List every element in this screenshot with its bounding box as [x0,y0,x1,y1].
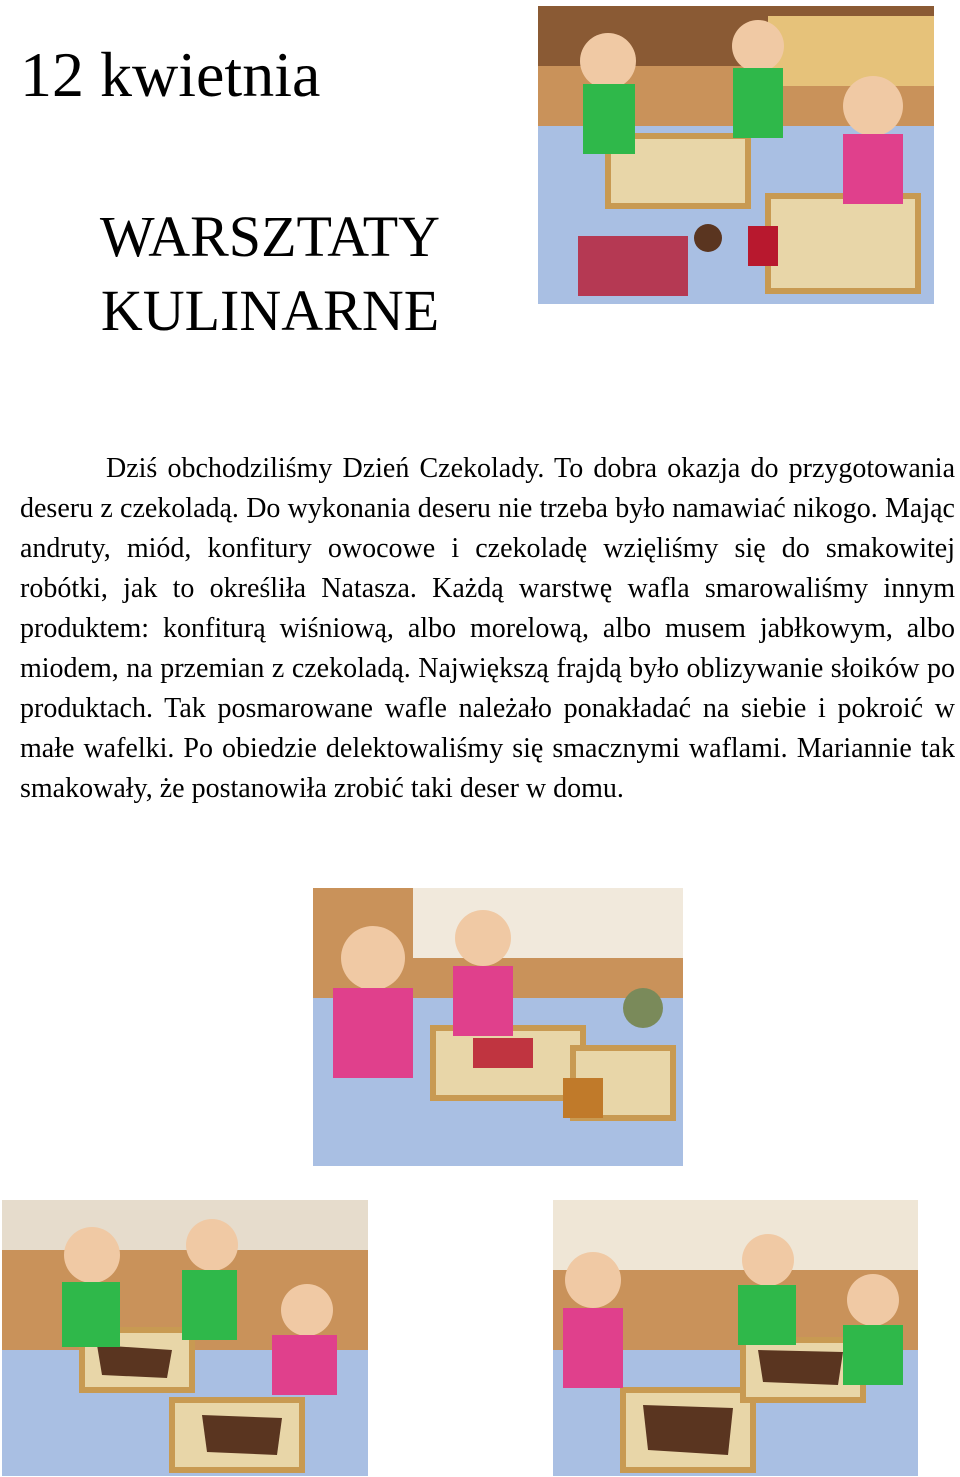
photo-children-spreading-wafers [538,6,934,304]
page-title [60,200,480,348]
photo-chocolate-wafers [553,1200,918,1476]
photo-3-illustration [2,1200,368,1476]
photo-4-illustration [553,1200,918,1476]
title-line-2: KULINARNE [100,278,440,343]
photo-children-at-table [2,1200,368,1476]
article-paragraph: Dziś obchodziliśmy Dzień Czekolady. To dobra okazja do przygotowania deseru z czekoladą. Do wykonania deseru nie trzeba było namawiać nikogo. Mając andruty, miód, konfitury owocowe i czekoladę wzięliśmy się do smakowitej robótki, jak to określiła Natasza. Każdą warstwę wafla smarowaliśmy innym produktem: konfiturą wiśniową, albo morelową, albo musem jabłkowym, albo miodem, na przemian z czekoladą. Największą frajdą było oblizywanie słoików po produktach. Tak posmarowane wafle należało ponakładać na siebie i pokroić w małe wafelki. Po obiedzie delektowaliśmy się smacznymi waflami. Mariannie tak smakowały, że postanowiła zrobić taki deser w domu. [20,453,955,804]
page-date: 12 kwietnia [20,39,321,110]
title-line-1: WARSZTATY [99,204,441,269]
photo-girls-spreading-jam [313,888,683,1166]
photo-1-illustration [538,6,934,304]
photo-2-illustration [313,888,683,1166]
